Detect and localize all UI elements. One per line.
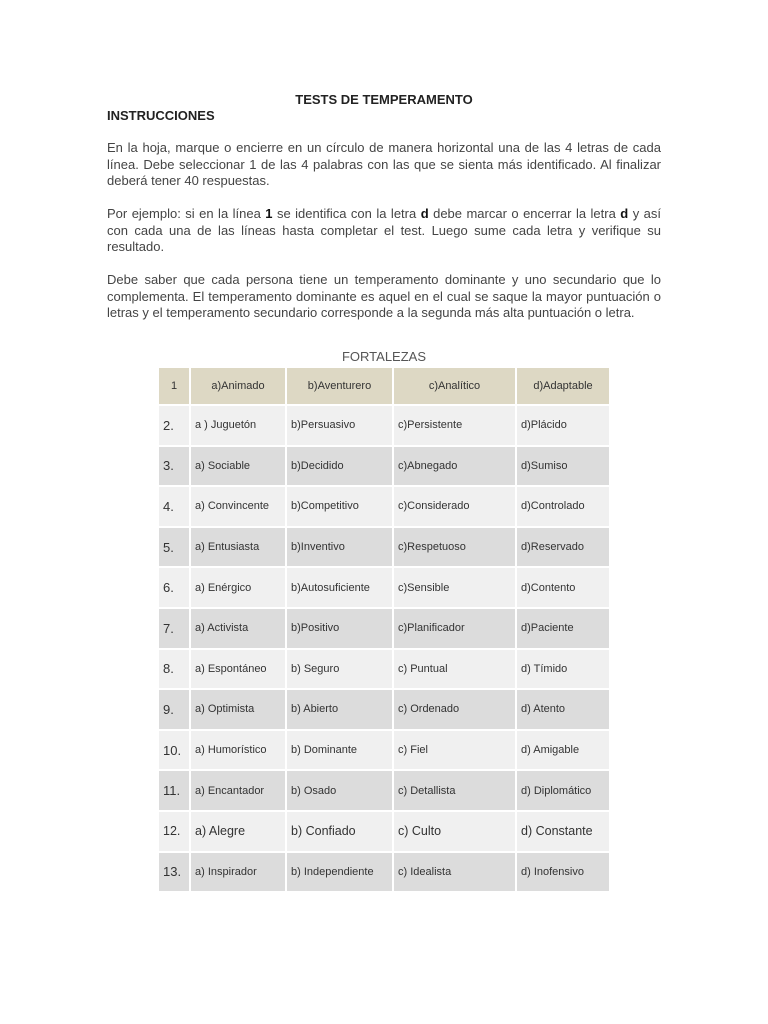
paragraph-2-text: debe marcar o encerrar la letra [428,206,621,221]
option-cell: d)Reservado [516,527,610,568]
instructions-heading: INSTRUCCIONES [107,108,215,123]
option-cell: c)Persistente [393,405,516,446]
option-cell: b)Autosuficiente [286,567,393,608]
option-cell: a) Espontáneo [190,649,286,690]
table-row [158,446,610,487]
row-number: 10. [158,730,190,771]
option-cell: a) Humorístico [190,730,286,771]
row-number: 11. [158,770,190,811]
row-number: 9. [158,689,190,730]
header-cell: b)Aventurero [286,367,393,405]
row-number: 2. [158,405,190,446]
option-cell: c) Fiel [393,730,516,771]
option-cell: b)Inventivo [286,527,393,568]
option-cell: a) Enérgico [190,567,286,608]
option-cell: d) Diplomático [516,770,610,811]
option-cell: d) Amigable [516,730,610,771]
row-number: 8. [158,649,190,690]
table-row [158,608,610,649]
row-number: 12. [158,811,190,852]
table-row [158,730,610,771]
option-cell: a) Activista [190,608,286,649]
instructions-paragraph-1: En la hoja, marque o encierre en un círculo de manera horizontal una de las 4 letras de cada línea. Debe seleccionar 1 de las 4 palabras con las que se sienta más identificado. Al finalizar deberá tener 40 respuestas. [107,140,661,188]
table-row [158,689,610,730]
option-cell: d) Atento [516,689,610,730]
table-row [158,567,610,608]
option-cell: a ) Juguetón [190,405,286,446]
option-cell: d)Contento [516,567,610,608]
option-cell: a) Inspirador [190,852,286,893]
row-number: 7. [158,608,190,649]
instructions-paragraph-2 [107,206,661,256]
header-cell: a)Animado [190,367,286,405]
table-header-row [158,367,610,405]
table-row [158,405,610,446]
table-row [158,527,610,568]
option-cell: a) Alegre [190,811,286,852]
table-row [158,649,610,690]
header-cell: c)Analítico [393,367,516,405]
option-cell: b) Osado [286,770,393,811]
table-row [158,486,610,527]
option-cell: b) Abierto [286,689,393,730]
option-cell: b)Persuasivo [286,405,393,446]
option-cell: a) Convincente [190,486,286,527]
paragraph-2-text: Por ejemplo: si en la línea [107,206,266,221]
table-row [158,770,610,811]
option-cell: b)Positivo [286,608,393,649]
paragraph-2-text: se identifica con la letra [272,206,421,221]
header-cell: 1 [158,367,190,405]
option-cell: d) Constante [516,811,610,852]
option-cell: d)Plácido [516,405,610,446]
table-row [158,852,610,893]
row-number: 3. [158,446,190,487]
row-number: 6. [158,567,190,608]
option-cell: c)Sensible [393,567,516,608]
paragraph-2-bold: 1 [265,206,273,221]
table-caption: FORTALEZAS [341,349,427,364]
document-title: TESTS DE TEMPERAMENTO [295,92,473,107]
option-cell: b) Independiente [286,852,393,893]
paragraph-2-text: y así con cada una de las líneas hasta completar el test. Luego sume cada letra y verifique su resultado. [107,206,661,254]
option-cell: c)Abnegado [393,446,516,487]
option-cell: d) Inofensivo [516,852,610,893]
paragraph-2-bold: d [420,206,429,221]
option-cell: d)Controlado [516,486,610,527]
option-cell: d)Paciente [516,608,610,649]
row-number: 13. [158,852,190,893]
option-cell: c) Detallista [393,770,516,811]
option-cell: b)Decidido [286,446,393,487]
option-cell: b) Confiado [286,811,393,852]
option-cell: c) Puntual [393,649,516,690]
table-row [158,811,610,852]
option-cell: c)Considerado [393,486,516,527]
paragraph-2-bold: d [620,206,629,221]
option-cell: c) Idealista [393,852,516,893]
option-cell: b) Dominante [286,730,393,771]
option-cell: a) Encantador [190,770,286,811]
header-cell: d)Adaptable [516,367,610,405]
option-cell: c)Planificador [393,608,516,649]
option-cell: c) Culto [393,811,516,852]
row-number: 5. [158,527,190,568]
option-cell: d) Tímido [516,649,610,690]
option-cell: d)Sumiso [516,446,610,487]
option-cell: a) Optimista [190,689,286,730]
row-number: 4. [158,486,190,527]
option-cell: c)Respetuoso [393,527,516,568]
option-cell: b) Seguro [286,649,393,690]
instructions-paragraph-3: Debe saber que cada persona tiene un temperamento dominante y uno secundario que lo complementa. El temperamento dominante es aquel en el cual se saque la mayor puntuación o letras y el temperamento secundario corresponde a la segunda más alta puntuación o letra. [107,272,661,320]
strengths-table [157,366,611,893]
option-cell: a) Entusiasta [190,527,286,568]
option-cell: c) Ordenado [393,689,516,730]
option-cell: a) Sociable [190,446,286,487]
option-cell: b)Competitivo [286,486,393,527]
